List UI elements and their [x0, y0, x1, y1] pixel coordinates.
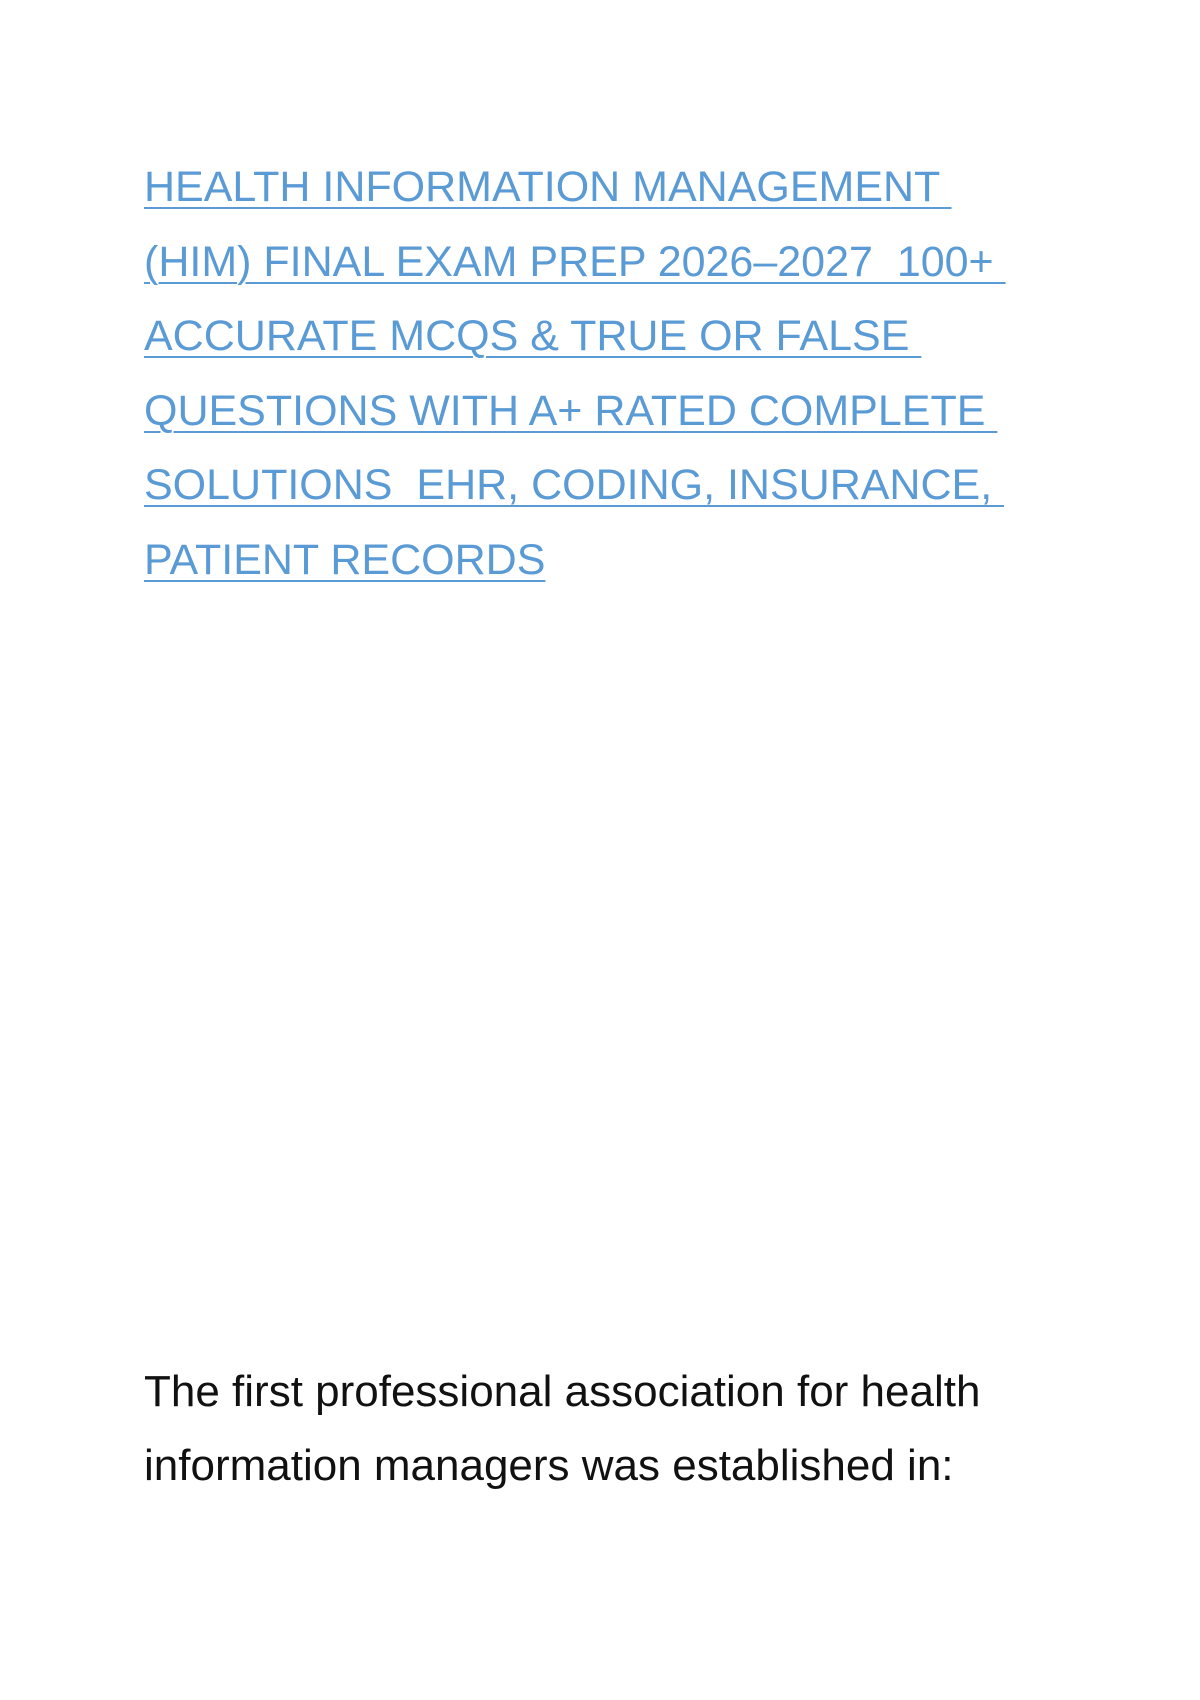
document-title-link[interactable] — [144, 150, 1044, 597]
title-line-6: PATIENT RECORDS — [144, 535, 546, 584]
question-line-2: information managers was established in: — [144, 1441, 954, 1490]
question-text — [144, 1355, 1144, 1503]
title-line-1: HEALTH INFORMATION MANAGEMENT — [144, 163, 952, 211]
title-line-5: SOLUTIONS EHR, CODING, INSURANCE, — [144, 461, 1005, 509]
title-line-3: ACCURATE MCQS & TRUE OR FALSE — [144, 312, 922, 360]
title-line-2: (HIM) FINAL EXAM PREP 2026–2027 100+ — [144, 237, 1006, 286]
question-line-1: The first professional association for health — [144, 1367, 981, 1416]
title-line-4: QUESTIONS WITH A+ RATED COMPLETE — [144, 386, 998, 435]
